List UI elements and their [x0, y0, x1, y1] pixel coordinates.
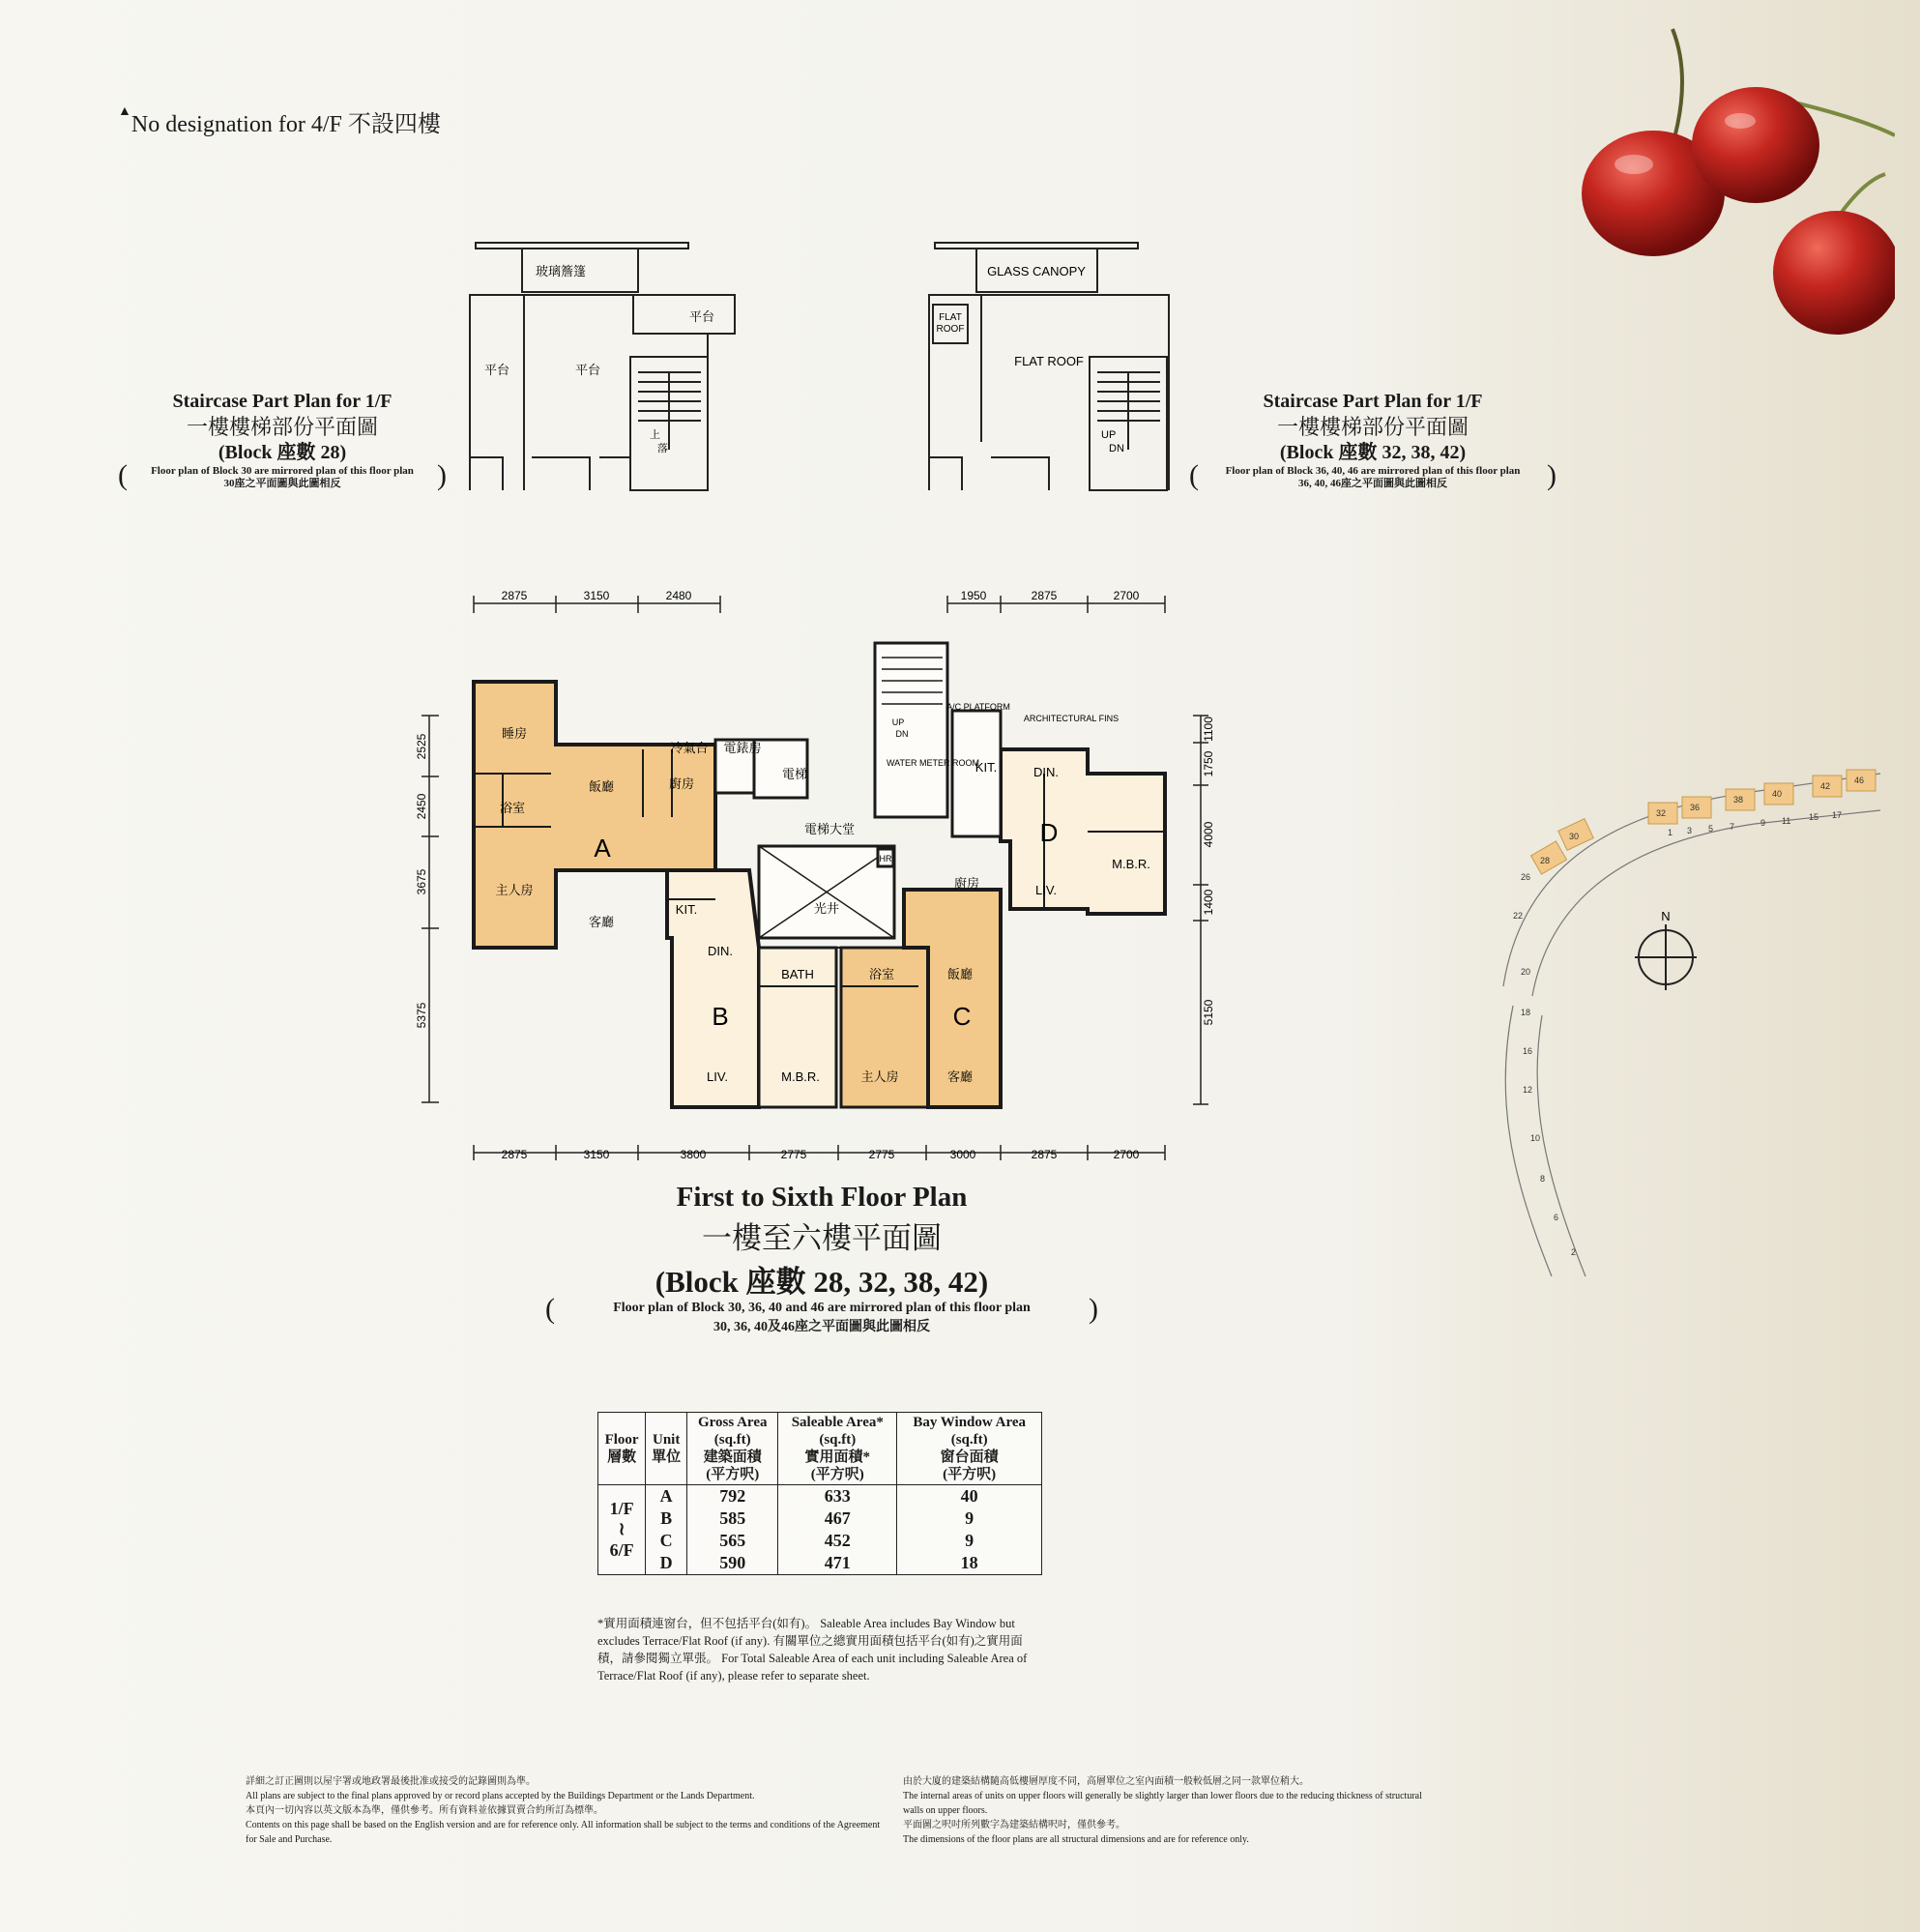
block-number: 15	[1809, 812, 1819, 822]
floor-plan-title: First to Sixth Floor Plan 一樓至六樓平面圖 (Block 座數 28, 32, 38, 42) ( Floor plan of Block 30, 36, 40 and 46 are mirrored plan of this floor plan 30, 36, 40及46座之平面圖與此圖相反 )	[545, 1182, 1098, 1334]
room-label: 電梯大堂	[803, 822, 856, 836]
col-unit: Unit 單位	[646, 1413, 687, 1485]
block-number: 36	[1690, 803, 1701, 812]
room-label: 廚房	[668, 776, 695, 791]
dim-label: 2875	[1031, 1148, 1058, 1161]
staircase-plan-right	[923, 237, 1175, 493]
room-label: UP	[891, 717, 905, 727]
staircase-left-caption: Staircase Part Plan for 1/F 一樓樓梯部份平面圖 (Block 座數 28) ( Floor plan of Block 30 are mirrored plan of this floor plan 30座之平面圖與此圖相反 )	[118, 391, 447, 491]
disclaimer-right: 由於大廈的建築結構隨高低樓層厚度不同，高層單位之室內面積一般較低層之同一款單位稍大。 The internal areas of units on upper floors will generally be slightly larger than lower floors due to the reducing thickness of structural walls on upper floors. 平面圖之呎吋所列數字為建築結構呎吋，僅供參考。 The dimensions of the floor plans are all structural dimensions and are for reference only.	[903, 1776, 1422, 1845]
terrace-label: 平台	[688, 309, 715, 324]
room-label: 電梯	[781, 767, 808, 781]
table-row	[598, 1552, 1042, 1575]
block-number: 40	[1772, 789, 1783, 799]
dim-label: 2775	[780, 1148, 807, 1161]
block-number: 10	[1530, 1133, 1541, 1143]
col-gross: Gross Area (sq.ft) 建築面積 (平方呎)	[687, 1413, 778, 1485]
saleable-cell: 452	[778, 1530, 897, 1552]
room-label: 廚房	[953, 876, 980, 891]
dim-label: 3000	[949, 1148, 976, 1161]
terrace-label: 平台	[574, 363, 601, 377]
block-number: 5	[1708, 824, 1714, 834]
no-4f-note: ▲No designation for 4/F 不設四樓	[118, 104, 441, 137]
block-number: 20	[1521, 967, 1531, 977]
room-label: KIT.	[975, 760, 998, 775]
dim-label: 2700	[1113, 1148, 1140, 1161]
dim-label: 2875	[1031, 589, 1058, 602]
room-label: 光井	[813, 901, 840, 916]
main-floor-plan	[406, 580, 1237, 1180]
dim-label: 2775	[868, 1148, 895, 1161]
dim-label: 2450	[415, 793, 428, 820]
svg-text:N: N	[1661, 909, 1671, 923]
dim-label: 2875	[501, 589, 528, 602]
gross-cell: 792	[687, 1485, 778, 1508]
staircase-plan-left	[464, 237, 744, 493]
room-label: HR	[879, 854, 892, 864]
flat-roof-small-label: FLAT	[939, 312, 962, 323]
block-number: 22	[1513, 911, 1524, 921]
unit-cell: B	[646, 1508, 687, 1530]
up-label: 上	[650, 429, 660, 441]
room-label: LIV.	[1035, 883, 1057, 897]
triangle-marker-icon: ▲	[118, 104, 131, 119]
block-number: 6	[1554, 1213, 1559, 1222]
block-number: 28	[1540, 856, 1551, 865]
room-label: ARCHITECTURAL FINS	[1023, 714, 1120, 723]
north-arrow-icon	[1635, 909, 1697, 990]
room-label: 客廳	[588, 915, 615, 929]
gross-cell: 585	[687, 1508, 778, 1530]
room-label: DN	[895, 729, 909, 739]
dim-label: 1400	[1202, 889, 1215, 916]
table-header-row	[598, 1413, 1042, 1485]
dim-label: 3800	[680, 1148, 707, 1161]
block-number: 18	[1521, 1008, 1531, 1017]
dim-label: 3150	[583, 1148, 610, 1161]
room-label: 冷氣台	[670, 741, 709, 755]
dim-label: 2700	[1113, 589, 1140, 602]
room-label: A/C PLATFORM	[946, 702, 1010, 712]
table-row	[598, 1508, 1042, 1530]
room-label: DIN.	[1033, 765, 1059, 779]
bay-cell: 9	[897, 1530, 1042, 1552]
dim-label: 5375	[415, 1002, 428, 1029]
block-number: 32	[1656, 808, 1667, 818]
room-label: M.B.R.	[1112, 857, 1150, 871]
room-label: 飯廳	[588, 779, 615, 794]
block-number: 42	[1820, 781, 1831, 791]
saleable-cell: 633	[778, 1485, 897, 1508]
cherry-2	[1692, 87, 1819, 203]
block-number: 9	[1760, 818, 1766, 828]
down-label: 落	[657, 443, 668, 454]
unit-label-d: D	[1039, 818, 1059, 847]
bay-cell: 18	[897, 1552, 1042, 1575]
unit-label-c: C	[952, 1002, 972, 1031]
dim-label: 5150	[1202, 999, 1215, 1026]
room-label: LIV.	[707, 1069, 728, 1084]
block-number: 11	[1782, 816, 1791, 826]
block-number: 12	[1523, 1085, 1533, 1095]
block-number: 3	[1687, 826, 1693, 835]
dim-label: 1100	[1202, 717, 1215, 742]
room-label: 主人房	[860, 1069, 899, 1084]
unit-label-a: A	[594, 834, 611, 863]
saleable-cell: 471	[778, 1552, 897, 1575]
area-table	[597, 1412, 1042, 1575]
flat-roof-small-label: ROOF	[936, 324, 965, 335]
unit-cell: C	[646, 1530, 687, 1552]
bay-cell: 9	[897, 1508, 1042, 1530]
unit-label-b: B	[712, 1002, 729, 1031]
table-row	[598, 1530, 1042, 1552]
room-label: BATH	[781, 967, 814, 981]
bay-cell: 40	[897, 1485, 1042, 1508]
room-label: 浴室	[868, 967, 895, 981]
gross-cell: 590	[687, 1552, 778, 1575]
down-label: DN	[1109, 443, 1124, 454]
terrace-label: 平台	[483, 363, 510, 377]
dim-label: 3675	[415, 868, 428, 895]
table-row	[598, 1485, 1042, 1508]
room-label: M.B.R.	[781, 1069, 820, 1084]
glass-canopy-label: GLASS CANOPY	[987, 264, 1086, 278]
cherry-3	[1773, 211, 1895, 335]
dim-label: 2480	[665, 589, 692, 602]
saleable-area-footnote: *實用面積連窗台，但不包括平台(如有)。 Saleable Area includes Bay Window but excludes Terrace/Flat Roof (if any). 有關單位之總實用面積包括平台(如有)之實用面積，請參閱獨立單張。 For Total Saleable Area of each unit including Saleable Area of Terrace/Flat Roof (if any), please refer to separate sheet.	[597, 1617, 1028, 1683]
up-label: UP	[1101, 429, 1117, 441]
room-label: WATER METER ROOM	[887, 758, 979, 768]
gross-cell: 565	[687, 1530, 778, 1552]
flat-roof-label: FLAT ROOF	[1014, 354, 1084, 368]
dim-label: 3150	[583, 589, 610, 602]
unit-cell: D	[646, 1552, 687, 1575]
block-number: 7	[1730, 822, 1735, 832]
block-number: 16	[1523, 1046, 1533, 1056]
block-number: 30	[1569, 832, 1580, 841]
room-label: KIT.	[675, 902, 698, 917]
room-label: 睡房	[501, 726, 528, 741]
site-plan	[1494, 735, 1900, 1296]
room-label: 客廳	[946, 1069, 974, 1084]
dim-label: 2525	[415, 733, 428, 760]
block-number: 2	[1571, 1247, 1577, 1257]
cherries-image	[1547, 19, 1895, 358]
block-number: 26	[1521, 872, 1531, 882]
block-number: 38	[1733, 795, 1744, 805]
block-number: 17	[1832, 810, 1843, 820]
dim-label: 4000	[1202, 821, 1215, 848]
room-label: 飯廳	[946, 967, 974, 981]
block-number: 8	[1540, 1174, 1546, 1184]
block-number: 1	[1668, 828, 1673, 837]
col-floor: Floor 層數	[598, 1413, 646, 1485]
canopy-label: 玻璃簷篷	[535, 264, 587, 278]
room-label: 浴室	[499, 801, 526, 815]
unit-cell: A	[646, 1485, 687, 1508]
floor-range-cell: 1/F ≀ 6/F	[598, 1485, 646, 1575]
room-label: DIN.	[708, 944, 733, 958]
col-bay-window: Bay Window Area (sq.ft) 窗台面積 (平方呎)	[897, 1413, 1042, 1485]
staircase-right-caption: Staircase Part Plan for 1/F 一樓樓梯部份平面圖 (Block 座數 32, 38, 42) ( Floor plan of Block 36, 40, 46 are mirrored plan of this floor plan 36, 40, 46座之平面圖與此圖相反 )	[1189, 391, 1556, 491]
saleable-cell: 467	[778, 1508, 897, 1530]
dim-label: 1950	[960, 589, 987, 602]
dim-label: 1750	[1202, 750, 1215, 777]
room-label: 主人房	[495, 883, 534, 897]
room-label: 電錶房	[723, 741, 762, 755]
disclaimer-left: 詳細之訂正圖則以屋宇署或地政署最後批准或接受的記錄圖則為準。 All plans are subject to the final plans approved by or record plans accepted by the Buildings Department or the Lands Department. 本頁內一切內容以英文版本為準，僅供參考。所有資料並依據買賣合約所訂為標準。 Contents on this page shall be based on the English version and are for reference only. All information shall be subject to the terms and conditions of the Agreement for Sale and Purchase.	[246, 1776, 881, 1845]
col-saleable: Saleable Area* (sq.ft) 實用面積* (平方呎)	[778, 1413, 897, 1485]
dim-label: 2875	[501, 1148, 528, 1161]
block-number: 46	[1854, 776, 1865, 785]
